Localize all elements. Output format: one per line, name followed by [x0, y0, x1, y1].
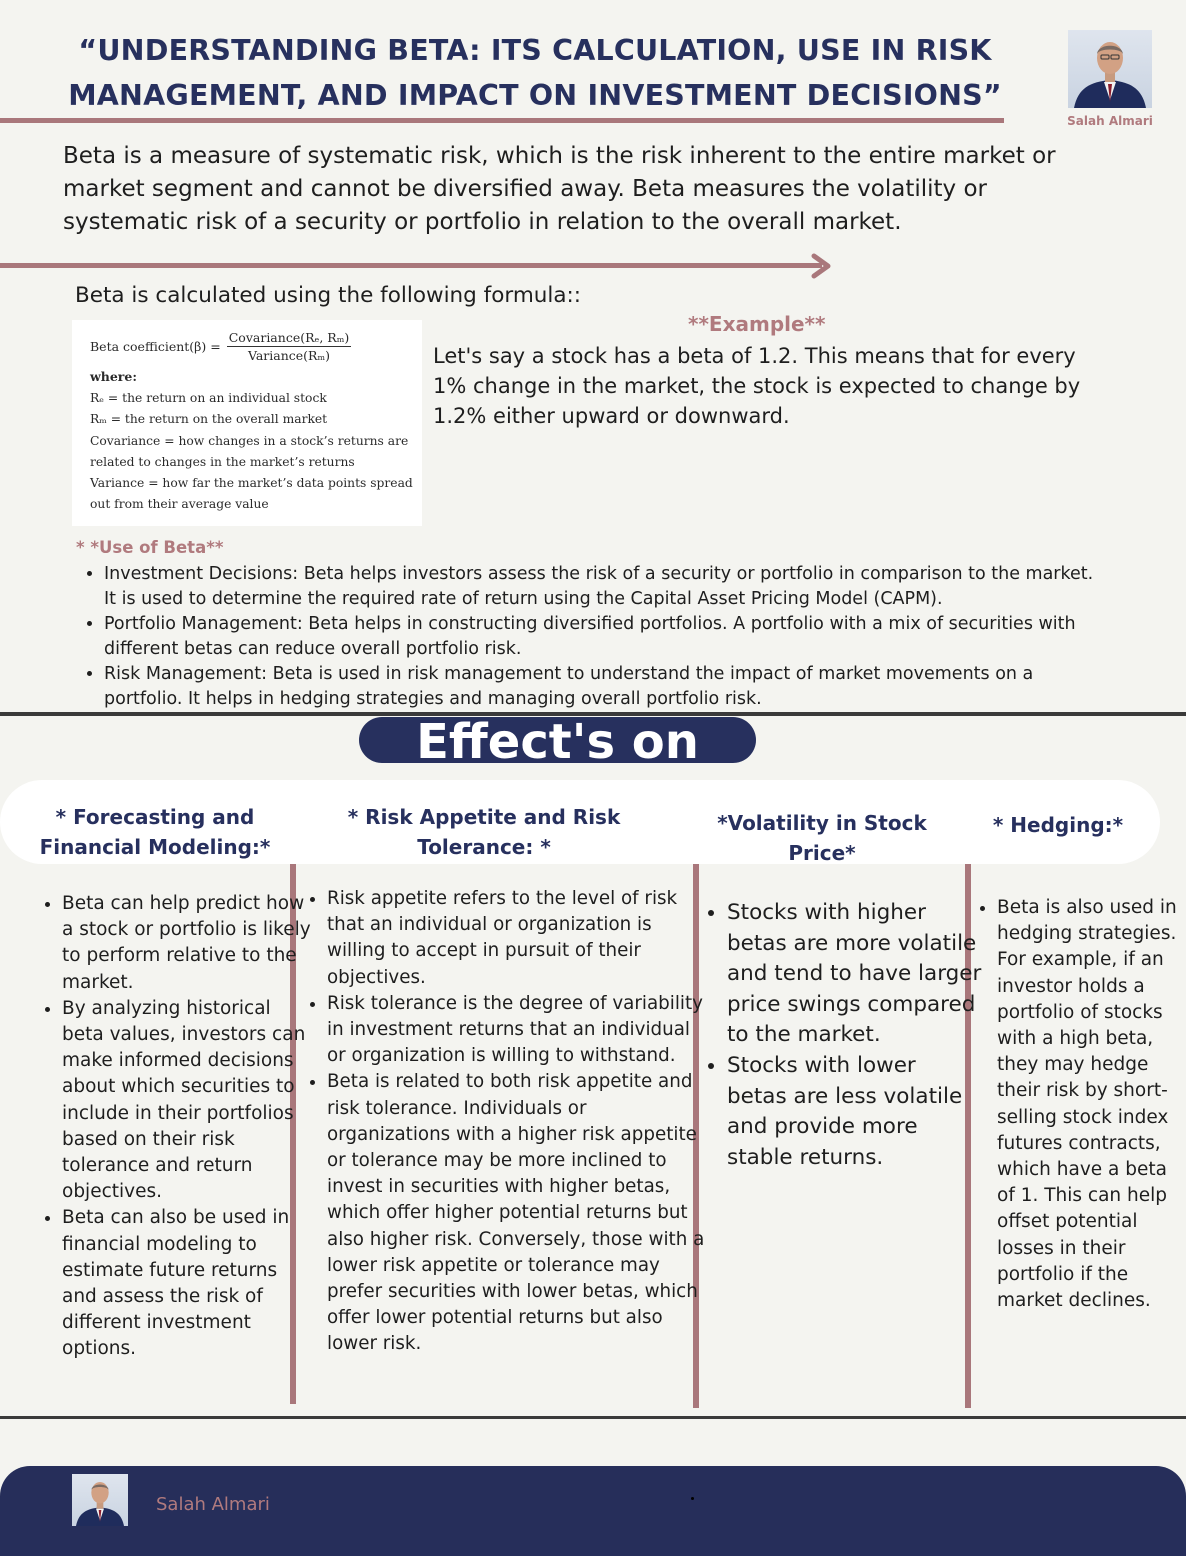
arrow-right-icon: [808, 253, 834, 279]
title-divider: [0, 118, 1004, 123]
formula-lhs: Beta coefficient(β) =: [90, 339, 221, 354]
column-heading-forecasting: * Forecasting and Financial Modeling:*: [39, 805, 271, 859]
example-heading: **Example**: [688, 312, 826, 336]
footer-author-name: Salah Almari: [156, 1494, 270, 1515]
example-text: Let's say a stock has a beta of 1.2. This means that for every 1% change in the market, the stock is expected to change by 1.2% either upward or downward.: [433, 344, 1081, 428]
formula-denominator: Variance(Rₘ): [247, 348, 331, 363]
footer-avatar: [72, 1474, 128, 1526]
use-list: [62, 562, 1104, 712]
list-item: • Beta is also used in hedging strategies. For example, if an investor holds a portfolio of stocks with a high beta, they may hedge their risk by short-selling stock index futures contracts, which have a beta of 1. This can help offset potential losses in their portfolio if the market declines.: [997, 895, 1182, 1314]
arrow-divider: [0, 263, 822, 268]
formula-line: Rₑ = the return on an individual stock: [90, 391, 327, 405]
list-item: • Beta can help predict how a stock or portfolio is likely to perform relative to the market.: [62, 891, 316, 996]
list-item: • Risk appetite refers to the level of risk that an individual or organization is willing to accept in pursuit of their objectives.: [327, 886, 706, 991]
formula-line: Covariance = how changes in a stock’s returns are: [90, 433, 409, 448]
formula-intro: Beta is calculated using the following formula::: [75, 283, 582, 308]
hedging-list: [970, 895, 1182, 1314]
formula-fraction: [227, 330, 352, 363]
formula-equation: [90, 330, 351, 363]
formula-line: related to changes in the market’s returns: [90, 454, 355, 469]
author-name: Salah Almari: [1067, 114, 1153, 128]
formula-line: Variance = how far the market’s data points spread: [90, 476, 413, 491]
formula-where: where:: [90, 369, 137, 384]
list-item: • Stocks with higher betas are more volatile and tend to have larger price swings compared to the market.: [727, 898, 982, 1051]
column-heading-hedging: * Hedging:*: [992, 813, 1124, 837]
list-item: • Beta can also be used in financial modeling to estimate future returns and assess the risk of different investment options.: [62, 1205, 316, 1362]
section-divider: [0, 712, 1186, 716]
use-heading: * *Use of Beta**: [76, 538, 224, 557]
list-item: • Risk Management: Beta is used in risk management to understand the impact of market movements on a portfolio. It helps in hedging strategies and managing overall portfolio risk.: [104, 662, 1104, 712]
person-portrait-icon: [72, 1474, 128, 1526]
person-portrait-icon: [1068, 30, 1152, 108]
effects-heading: Effect's on: [416, 717, 699, 763]
list-item: • Investment Decisions: Beta helps investors assess the risk of a security or portfolio in comparison to the market. It is used to determine the required rate of return using the Capital Asset Pricing Model (CAPM).: [104, 562, 1104, 612]
formula-line: Rₘ = the return on the overall market: [90, 412, 328, 427]
intro-paragraph: Beta is a measure of systematic risk, which is the risk inherent to the entire market or market segment and cannot be diversified away. Beta measures the volatility or systematic risk of a security or portfolio in relation to the overall market.: [63, 143, 1056, 235]
list-item: • Portfolio Management: Beta helps in constructing diversified portfolios. A portfolio with a mix of securities with different betas can reduce overall portfolio risk.: [104, 612, 1104, 662]
volatility-list: [700, 898, 982, 1173]
footer-dot: [691, 1497, 694, 1500]
list-item: • Risk tolerance is the degree of variability in investment returns that an individual or organization is willing to withstand.: [327, 991, 706, 1070]
author-photo: [1068, 30, 1152, 108]
list-item: • Stocks with lower betas are less volatile and provide more stable returns.: [727, 1051, 982, 1173]
formula-numerator: Covariance(Rₑ, Rₘ): [228, 330, 350, 345]
column-heading-volatility: *Volatility in Stock Price*: [717, 811, 927, 865]
formula-box: [72, 320, 422, 526]
effects-banner: [359, 717, 756, 763]
formula-definitions: [90, 388, 416, 516]
risk-appetite-list: [300, 886, 706, 1358]
list-item: • By analyzing historical beta values, investors can make informed decisions about which securities to include in their portfolios based on their risk tolerance and return objectives.: [62, 996, 316, 1206]
column-heading-risk-appetite: * Risk Appetite and Risk Tolerance: *: [347, 805, 621, 859]
formula-line: out from their average value: [90, 497, 269, 512]
forecasting-list: [35, 891, 316, 1363]
page-title: “UNDERSTANDING BETA: ITS CALCULATION, USE IN RISK MANAGEMENT, AND IMPACT ON INVESTMENT DECISIONS”: [68, 34, 1002, 112]
bottom-divider: [0, 1416, 1186, 1419]
list-item: • Beta is related to both risk appetite and risk tolerance. Individuals or organizations with a higher risk appetite or tolerance may be more inclined to invest in securities with higher betas, which offer higher potential returns but also higher risk. Conversely, those with a lower risk appetite or tolerance may prefer securities with lower betas, which offer lower potential returns but also lower risk.: [327, 1069, 706, 1357]
